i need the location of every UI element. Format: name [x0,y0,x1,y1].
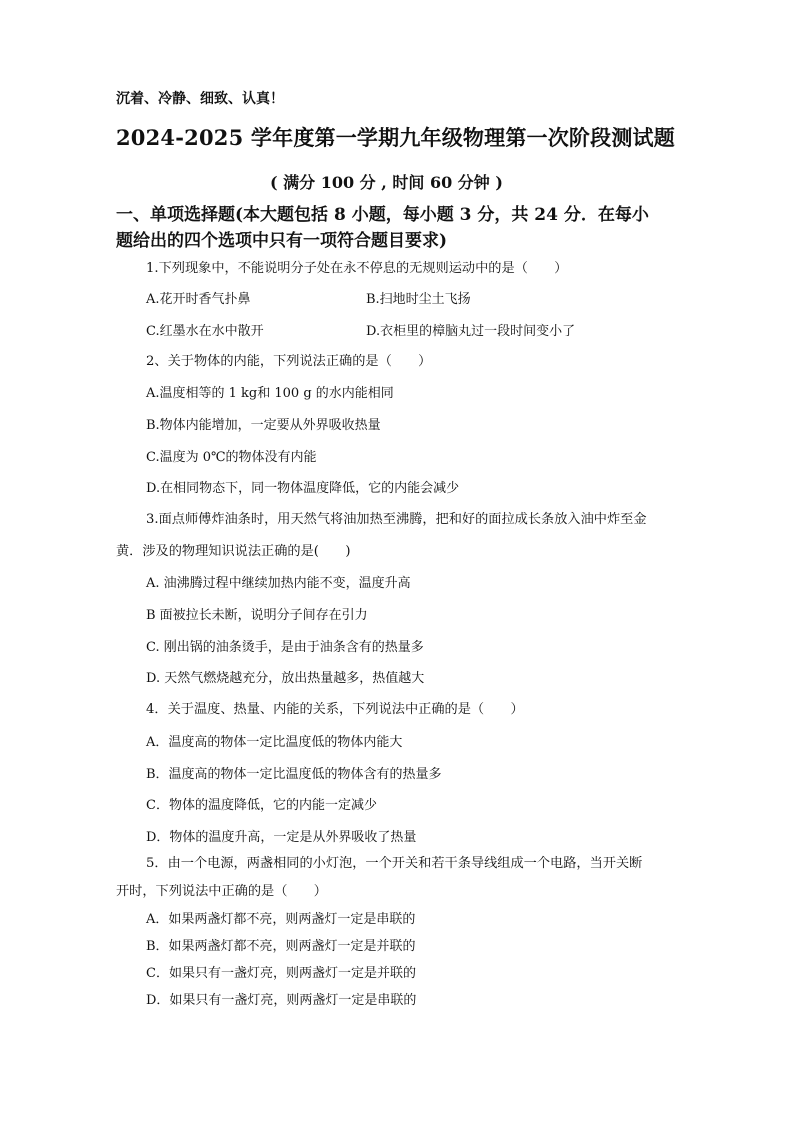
section-heading-line-1: 一、单项选择题(本大题包括 8 小题，每小题 3 分，共 24 分．在每小 [116,205,649,225]
question-3-stem-line-2: 黄．涉及的物理知识说法正确的是( ) [116,544,351,559]
question-2-stem: 2、关于物体的内能，下列说法正确的是（ ） [146,354,432,369]
question-1-option-a: A.花开时香气扑鼻 [146,292,251,307]
exam-subtitle: ( 满分 100 分 , 时间 60 分钟 ) [270,173,503,192]
question-4-option-d: D．物体的温度升高，一定是从外界吸收了热量 [146,830,417,845]
exam-title: 2024-2025 学年度第一学期九年级物理第一次阶段测试题 [116,125,675,150]
question-2-option-a: A.温度相等的 1 kg和 100 g 的水内能相同 [146,386,394,401]
question-5-option-d: D．如果只有一盏灯亮，则两盏灯一定是串联的 [146,993,417,1008]
question-3-option-a: A. 油沸腾过程中继续加热内能不变，温度升高 [146,576,411,591]
question-4-stem: 4．关于温度、热量、内能的关系，下列说法中正确的是（ ） [146,702,524,717]
question-3-option-d: D. 天然气燃烧越充分，放出热量越多，热值越大 [146,671,425,686]
question-5-option-c: C．如果只有一盏灯亮，则两盏灯一定是并联的 [146,966,416,981]
question-4-option-b: B．温度高的物体一定比温度低的物体含有的热量多 [146,767,442,782]
question-3-option-b: B 面被拉长未断，说明分子间存在引力 [146,608,368,623]
question-1-stem: 1.下列现象中，不能说明分子处在永不停息的无规则运动中的是（ ） [146,261,568,276]
question-5-stem-line-1: 5．由一个电源，两盏相同的小灯泡，一个开关和若干条导线组成一个电路，当开关断 [146,856,643,871]
question-4-option-c: C．物体的温度降低，它的内能一定减少 [146,798,377,813]
section-heading [116,202,696,254]
question-1-option-d: D.衣柜里的樟脑丸过一段时间变小了 [366,324,576,339]
question-2-option-d: D.在相同物态下，同一物体温度降低，它的内能会减少 [146,481,460,496]
question-3-option-c: C. 刚出锅的油条烫手，是由于油条含有的热量多 [146,640,424,655]
question-4-option-a: A．温度高的物体一定比温度低的物体内能大 [146,735,403,750]
question-1-option-c: C.红墨水在水中散开 [146,324,264,339]
question-2-option-b: B.物体内能增加，一定要从外界吸收热量 [146,418,381,433]
section-heading-line-2: 题给出的四个选项中只有一项符合题目要求) [116,231,448,251]
question-2-option-c: C.温度为 0℃的物体没有内能 [146,450,317,465]
question-3-stem-line-1: 3.面点师傅炸油条时，用天然气将油加热至沸腾，把和好的面拉成长条放入油中炸至金 [146,512,647,527]
question-5-stem-line-2: 开时，下列说法中正确的是（ ） [116,884,327,899]
motto: 沉着、冷静、细致、认真！ [116,91,284,107]
question-5-option-a: A．如果两盏灯都不亮，则两盏灯一定是串联的 [146,912,416,927]
question-5-option-b: B．如果两盏灯都不亮，则两盏灯一定是并联的 [146,939,416,954]
question-1-option-b: B.扫地时尘土飞扬 [366,292,471,307]
